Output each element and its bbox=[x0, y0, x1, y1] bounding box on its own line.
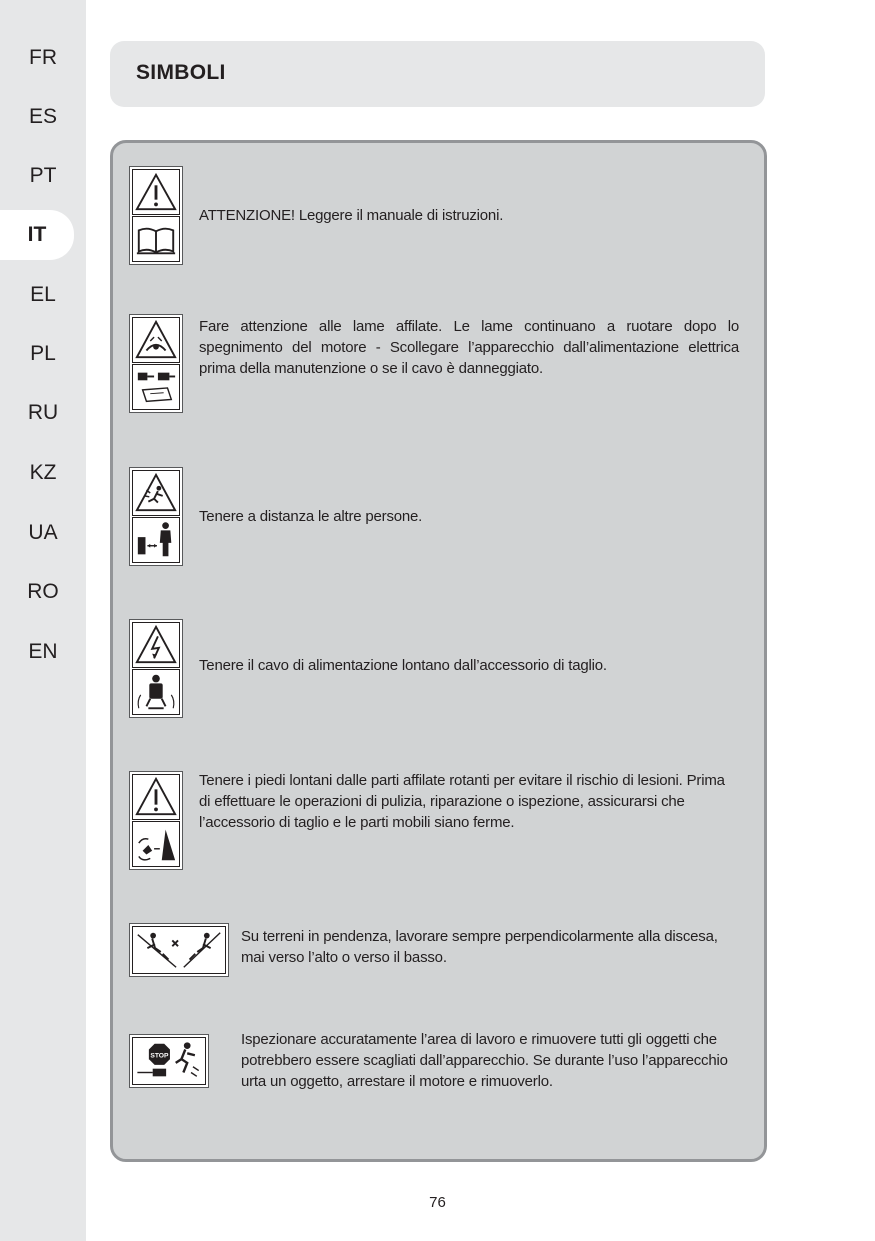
lang-tab-en[interactable]: EN bbox=[28, 640, 58, 663]
lang-tab-es[interactable]: ES bbox=[28, 105, 57, 128]
lang-tab-it[interactable]: IT bbox=[0, 210, 74, 260]
stop-sign-label: STOP bbox=[150, 1052, 169, 1060]
symbol-2-icons bbox=[129, 314, 183, 413]
symbol-3-text: Tenere a distanza le altre persone. bbox=[199, 508, 423, 525]
section-header bbox=[110, 41, 765, 107]
lang-tab-el[interactable]: EL bbox=[30, 283, 56, 306]
page-number: 76 bbox=[429, 1194, 446, 1211]
symbol-1-text: ATTENZIONE! Leggere il manuale di istruzioni. bbox=[199, 207, 504, 224]
keep-distance-person-icon bbox=[132, 517, 180, 563]
slope-mowing-icon bbox=[132, 926, 226, 974]
symbols-panel bbox=[110, 140, 767, 1162]
cable-away-from-cutter-icon bbox=[132, 669, 180, 715]
symbol-5-icons bbox=[129, 771, 183, 870]
symbol-6-text: Su terreni in pendenza, lavorare sempre perpendicolarmente alla discesa, mai verso l’alto o verso il basso. bbox=[241, 928, 718, 966]
rotating-blade-warning-icon bbox=[132, 317, 180, 363]
symbol-2-text: Fare attenzione alle lame affilate. Le lame continuano a ruotare dopo lo spegnimento del motore - Scollegare l’apparecchio dall’alimentazione elettrica prima della manutenzione o se il cavo è danneggiato. bbox=[199, 318, 739, 377]
lang-tab-pt[interactable]: PT bbox=[29, 164, 57, 187]
feet-away-blade-icon bbox=[132, 821, 180, 867]
lang-tab-ua[interactable]: UA bbox=[28, 521, 58, 544]
symbol-3-icons bbox=[129, 467, 183, 566]
symbol-1-icons bbox=[129, 166, 183, 265]
symbol-4-text: Tenere il cavo di alimentazione lontano dall’accessorio di taglio. bbox=[199, 657, 607, 674]
thrown-object-warning-icon bbox=[132, 470, 180, 516]
symbol-4-icons bbox=[129, 619, 183, 718]
symbol-7-text: Ispezionare accuratamente l’area di lavoro e rimuovere tutti gli oggetti che potrebbero essere scagliati dall’apparecchio. Se durante l’uso l’apparecchio urta un oggetto, arrestare il motore e rimuoverlo. bbox=[241, 1031, 728, 1090]
lang-tab-pl[interactable]: PL bbox=[30, 342, 56, 365]
warning-triangle-icon bbox=[132, 169, 180, 215]
electric-shock-warning-icon bbox=[132, 622, 180, 668]
symbol-6-icons bbox=[129, 923, 229, 977]
unplug-manual-icon bbox=[132, 364, 180, 410]
page-title: SIMBOLI bbox=[136, 61, 226, 84]
stop-remove-objects-icon bbox=[132, 1037, 206, 1085]
lang-tab-kz[interactable]: KZ bbox=[29, 461, 57, 484]
exclamation-warning-icon bbox=[132, 774, 180, 820]
language-sidebar bbox=[0, 0, 86, 1241]
symbol-7-icons bbox=[129, 1034, 209, 1088]
lang-tab-ru[interactable]: RU bbox=[27, 401, 59, 424]
symbol-5-text: Tenere i piedi lontani dalle parti affilate rotanti per evitare il rischio di lesioni. Prima di effettuare le operazioni di pulizia, riparazione o ispezione, assicurarsi che l’accessorio di taglio e le parti mobili siano ferme. bbox=[199, 772, 725, 831]
lang-tab-ro[interactable]: RO bbox=[27, 580, 59, 603]
manual-book-icon bbox=[132, 216, 180, 262]
lang-tab-fr[interactable]: FR bbox=[29, 46, 57, 69]
